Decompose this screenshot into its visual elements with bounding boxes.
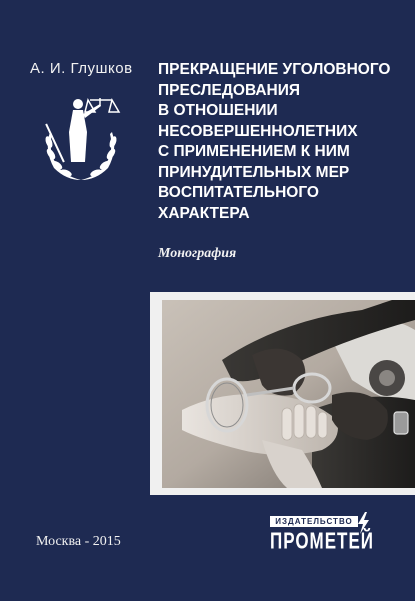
- title-line: НЕСОВЕРШЕННОЛЕТНИХ: [158, 122, 358, 140]
- author-name: А. И. Глушков: [30, 60, 133, 77]
- publisher-logo: [270, 512, 380, 552]
- themis-scales-laurel-icon: [40, 92, 122, 184]
- handcuffs-photo: [162, 300, 415, 488]
- publisher-name: ПРОМЕТЕЙ: [270, 528, 374, 554]
- title-line: ПРЕСЛЕДОВАНИЯ: [158, 81, 301, 99]
- book-title: [158, 60, 408, 224]
- city-year: Москва - 2015: [36, 534, 121, 549]
- title-line: ПРЕКРАЩЕНИЕ УГОЛОВНОГО: [158, 61, 391, 78]
- title-line: В ОТНОШЕНИИ: [158, 102, 278, 119]
- genre-label: Монография: [158, 246, 237, 261]
- title-line: ХАРАКТЕРА: [158, 204, 250, 222]
- title-line: С ПРИМЕНЕНИЕМ К НИМ: [158, 143, 350, 160]
- title-line: ПРИНУДИТЕЛЬНЫХ МЕР: [158, 163, 350, 181]
- title-line: ВОСПИТАТЕЛЬНОГО: [158, 184, 319, 201]
- publisher-top-label: ИЗДАТЕЛЬСТВО: [270, 516, 358, 527]
- lightning-bolt-icon: [356, 512, 370, 534]
